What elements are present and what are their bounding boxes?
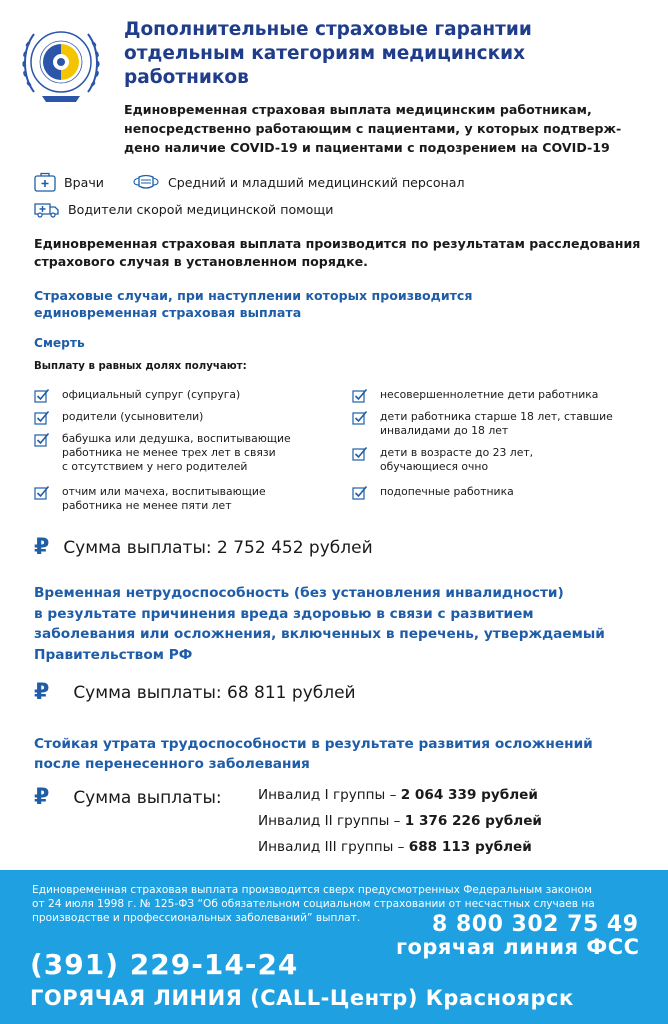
checkbox-checked-icon	[34, 485, 50, 500]
ruble-icon: ₽	[34, 785, 50, 810]
list-item: бабушка или дедушка, воспитывающие работника не менее трех лет в связи с отсутствием у него родителей	[34, 432, 334, 474]
list-item: дети работника старше 18 лет, ставшие инвалидами до 18 лет	[352, 410, 652, 438]
disability-group-3: Инвалид III группы – 688 113 рублей	[258, 839, 532, 855]
checkbox-checked-icon	[34, 410, 50, 425]
page-subtitle: Единовременная страховая выплата медицинским работникам, непосредственно работающим с пациентами, у которых подтверж- дено наличие COVID-19 и пациентами с подозрением на COVID-19	[124, 102, 622, 155]
procedure-text: Единовременная страховая выплата производится по результатам расследования страхового случая в установленном порядке.	[34, 236, 641, 269]
role-label: Средний и младший медицинский персонал	[168, 174, 465, 190]
disability-group-2: Инвалид II группы – 1 376 226 рублей	[258, 813, 542, 829]
death-sum	[34, 535, 373, 560]
role-doctors	[34, 172, 104, 192]
cases-heading: Страховые случаи, при наступлении которых производится единовременная страховая выплата	[34, 288, 473, 320]
list-item: дети в возрасте до 23 лет, обучающиеся очно	[352, 446, 652, 474]
page-title: Дополнительные страховые гарантии отдельным категориям медицинских работников	[124, 19, 532, 88]
ruble-icon: ₽	[34, 680, 50, 705]
checkbox-checked-icon	[352, 446, 368, 461]
list-item: подопечные работника	[352, 485, 652, 500]
role-label: Водители скорой медицинской помощи	[68, 201, 334, 217]
ambulance-icon	[34, 199, 60, 219]
checkbox-checked-icon	[34, 432, 50, 447]
fss-emblem-icon	[20, 14, 102, 114]
sum-text: Сумма выплаты: 68 811 рублей	[73, 682, 356, 703]
medical-mask-icon	[132, 172, 160, 192]
permanent-disability-heading: Стойкая утрата трудоспособности в результате развития осложнений после перенесенного заболевания	[34, 736, 593, 772]
city-hotline-label: ГОРЯЧАЯ ЛИНИЯ (CALL-Центр) Красноярск	[30, 986, 574, 1010]
checkbox-checked-icon	[352, 388, 368, 403]
list-item: официальный супруг (супруга)	[34, 388, 334, 403]
recipients-label: Выплату в равных долях получают:	[34, 361, 247, 372]
city-hotline-phone: (391) 229-14-24	[30, 948, 299, 981]
checkbox-checked-icon	[352, 410, 368, 425]
role-label: Врачи	[64, 174, 104, 190]
checkbox-checked-icon	[352, 485, 368, 500]
temporary-sum	[34, 680, 356, 705]
fss-hotline-phone: 8 800 302 75 49	[432, 912, 639, 937]
role-ambulance-drivers	[34, 199, 333, 219]
permanent-sum	[34, 785, 222, 810]
list-item: родители (усыновители)	[34, 410, 334, 425]
ruble-icon: ₽	[34, 535, 50, 560]
sum-label: Сумма выплаты:	[73, 787, 222, 808]
list-item: несовершеннолетние дети работника	[352, 388, 652, 403]
list-item: отчим или мачеха, воспитывающие работника не менее пяти лет	[34, 485, 334, 513]
fss-hotline-label: горячая линия ФСС	[396, 935, 640, 959]
role-nurses	[132, 172, 465, 192]
footer-note: Единовременная страховая выплата производится сверх предусмотренных Федеральным законом от 24 июля 1998 г. № 125-ФЗ “Об обязательном социальном страховании от несчастных случаев на производстве и профессиональных заболеваний” выплат.	[32, 884, 595, 924]
sum-text: Сумма выплаты: 2 752 452 рублей	[63, 537, 373, 558]
disability-group-1: Инвалид I группы – 2 064 339 рублей	[258, 787, 538, 803]
death-heading: Смерть	[34, 336, 85, 350]
temporary-disability-heading: Временная нетрудоспособность (без установления инвалидности) в результате причинения вреда здоровью в связи с развитием заболевания или осложнения, включенных в перечень, утверждаемый Правительством РФ	[34, 585, 605, 663]
checkbox-checked-icon	[34, 388, 50, 403]
first-aid-kit-icon	[34, 172, 56, 192]
